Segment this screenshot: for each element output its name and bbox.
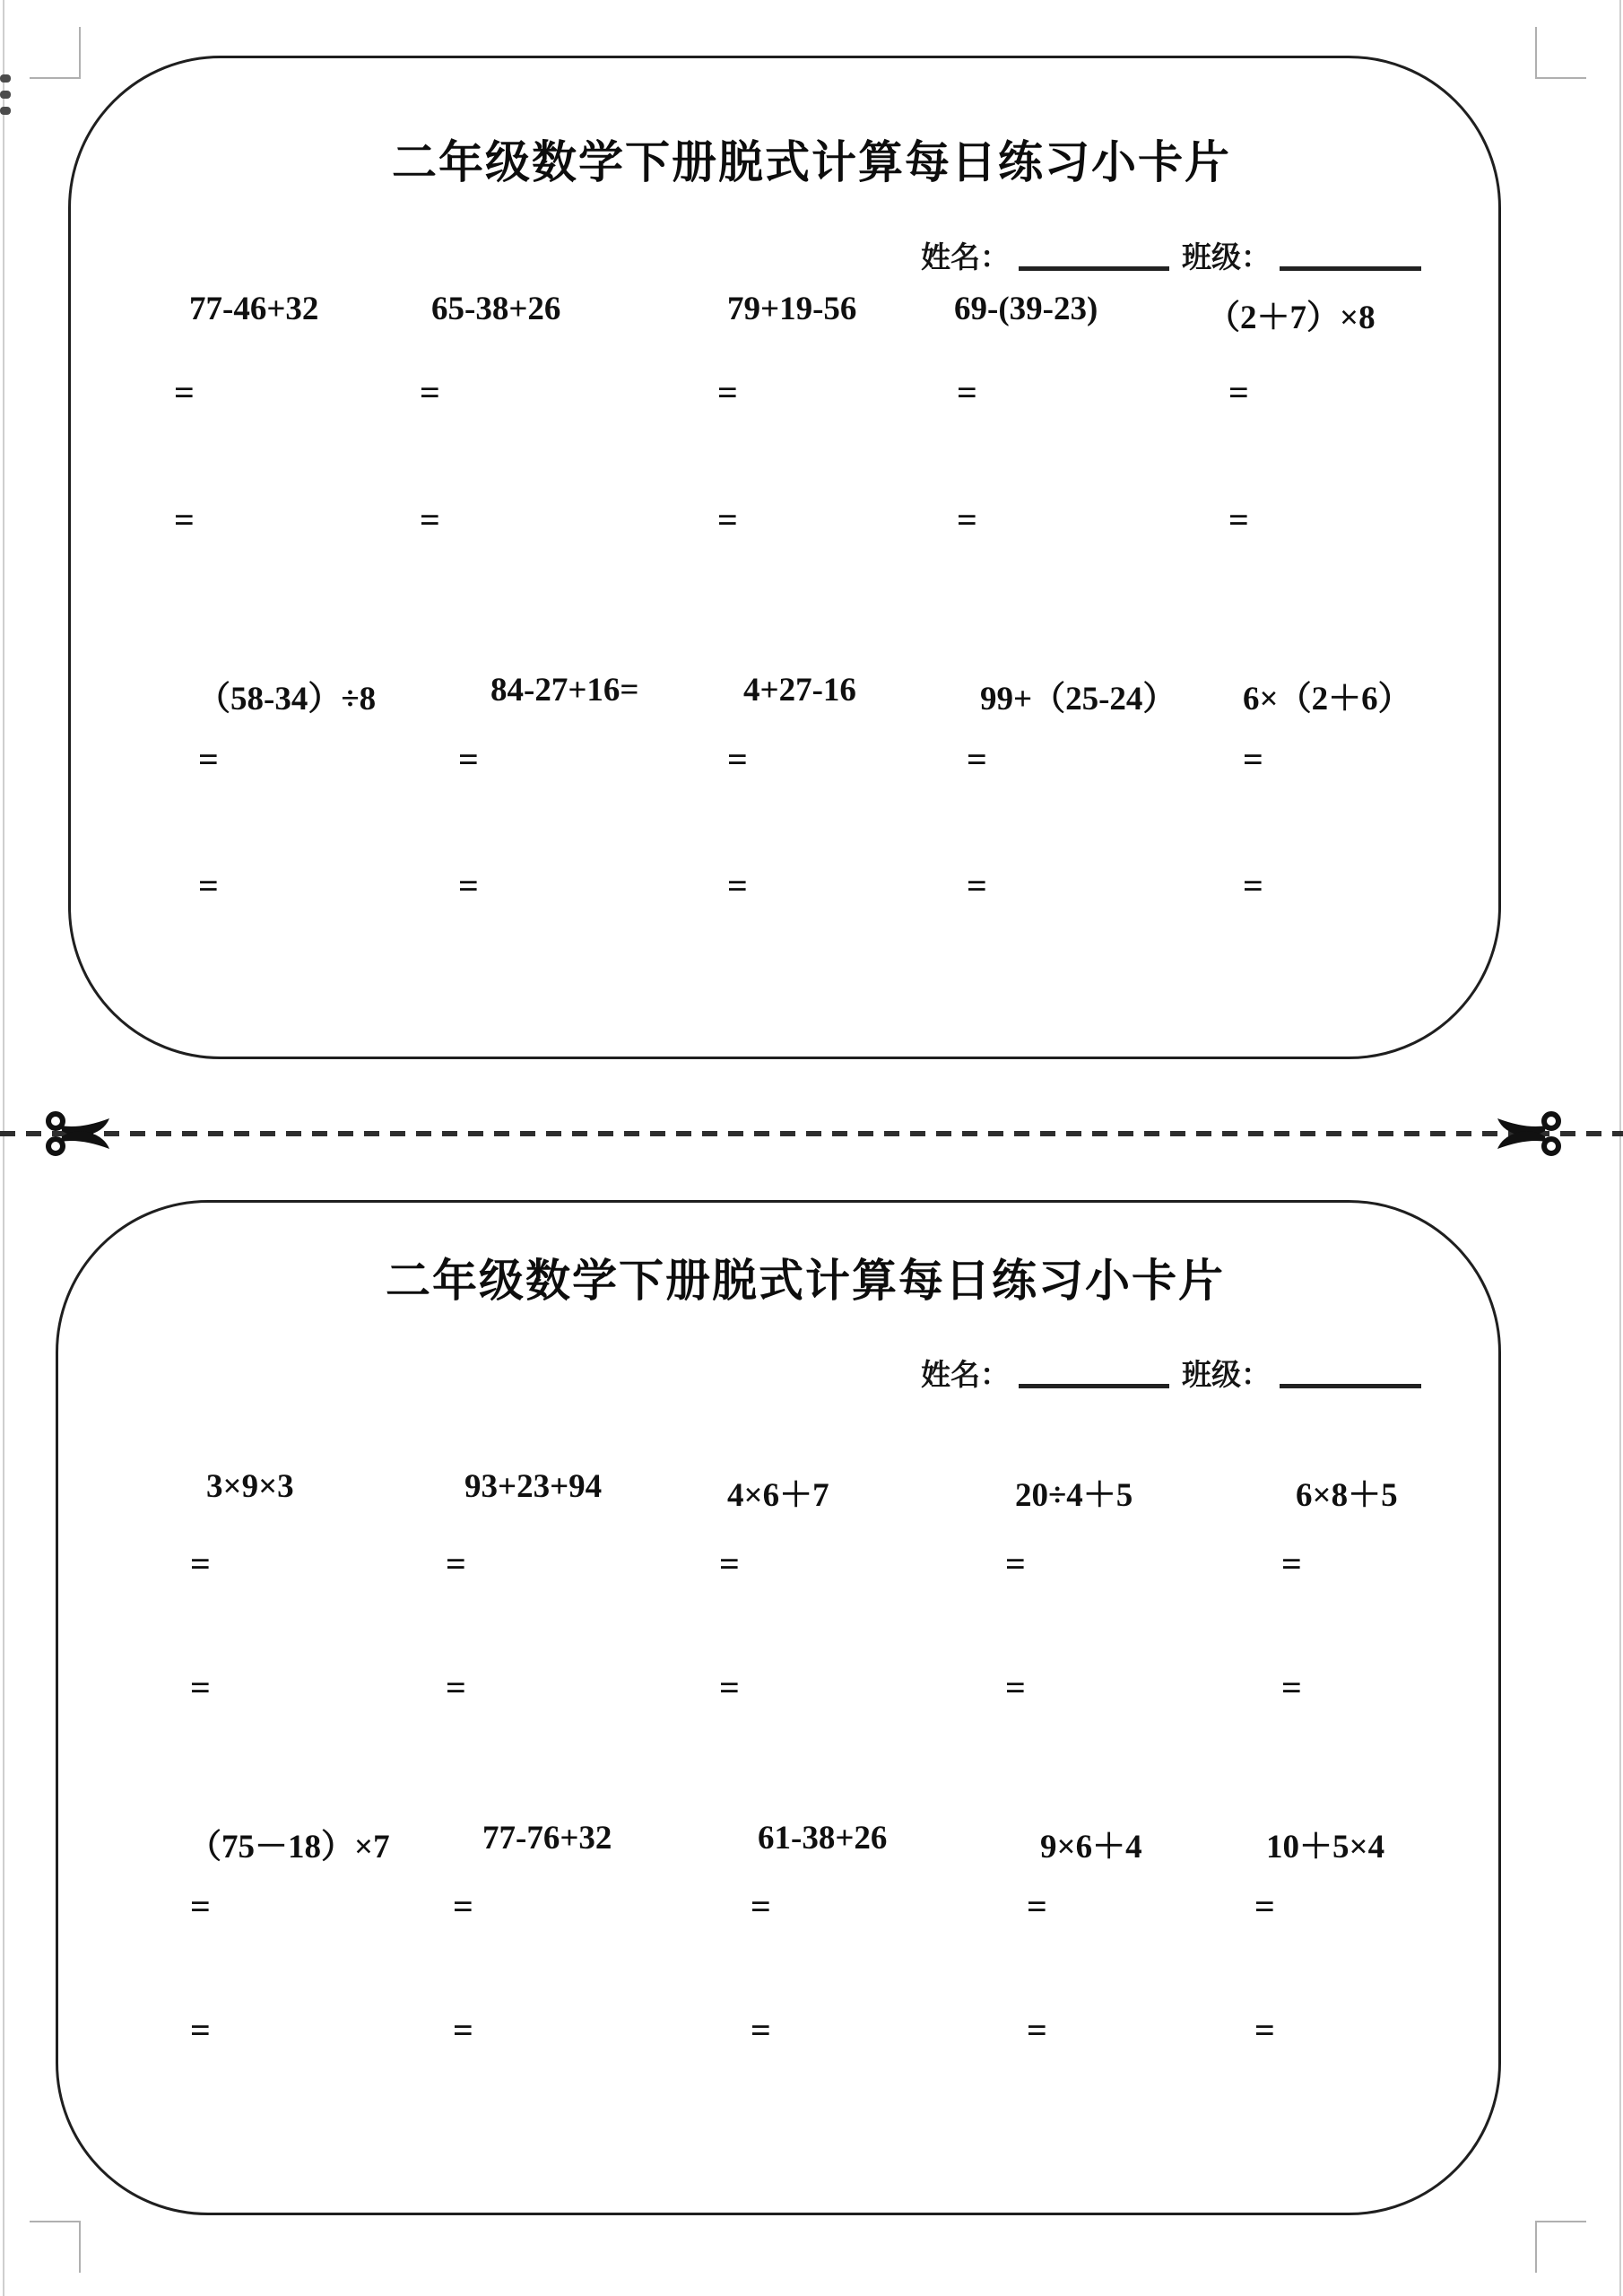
equals-sign: = [190, 1544, 211, 1584]
name-blank-line [1019, 238, 1169, 271]
equals-sign: = [957, 372, 977, 413]
equals-sign: = [420, 372, 440, 413]
equals-sign: = [967, 739, 987, 779]
equals-sign: = [453, 1886, 473, 1926]
equals-sign: = [458, 739, 479, 779]
problem-group [58, 1467, 1498, 1745]
equals-sign: = [717, 500, 738, 540]
name-blank-line [1019, 1355, 1169, 1388]
binding-dot [0, 74, 11, 83]
equals-sign: = [1228, 500, 1249, 540]
problem-expression: 93+23+94 [464, 1468, 603, 1505]
equals-sign: = [751, 2010, 771, 2050]
problem-expression: 4×6＋7 [727, 1477, 829, 1514]
equals-sign: = [190, 1667, 211, 1708]
equals-sign: = [1281, 1667, 1302, 1708]
name-class-row [921, 234, 1421, 276]
problem-group [71, 671, 1498, 949]
crop-mark-top-left [30, 27, 81, 79]
problem-expression: 84-27+16= [490, 672, 639, 709]
class-blank-line [1280, 238, 1421, 271]
problem-expression: 6×8＋5 [1296, 1477, 1398, 1514]
problem-expression: 9×6＋4 [1040, 1829, 1142, 1866]
equals-sign: = [719, 1544, 740, 1584]
equals-sign: = [727, 739, 748, 779]
equals-sign: = [453, 2010, 473, 2050]
equals-sign: = [727, 865, 748, 906]
equals-sign: = [1281, 1544, 1302, 1584]
problem-expression: 77-76+32 [482, 1820, 612, 1857]
equals-sign: = [967, 865, 987, 906]
problem-expression: 61-38+26 [758, 1820, 888, 1857]
class-label: 班级： [1182, 1358, 1271, 1391]
equals-sign: = [198, 739, 219, 779]
cut-line [0, 1131, 1623, 1136]
equals-sign: = [190, 1886, 211, 1926]
class-label: 班级： [1182, 240, 1271, 274]
problem-group [71, 290, 1498, 568]
equals-sign: = [1027, 2010, 1047, 2050]
card-title: 二年级数学下册脱式计算每日练习小卡片 [386, 1256, 1225, 1306]
equals-sign: = [1254, 2010, 1275, 2050]
problem-expression: 3×9×3 [206, 1468, 294, 1505]
equals-sign: = [420, 500, 440, 540]
problem-expression: 10＋5×4 [1266, 1829, 1385, 1866]
problem-expression: 69-(39-23) [954, 291, 1098, 327]
scissors-icon-left [45, 1110, 113, 1157]
equals-sign: = [751, 1886, 771, 1926]
problem-expression: 6×（2＋6） [1243, 681, 1411, 718]
practice-card-2 [56, 1200, 1501, 2215]
practice-card-1 [68, 56, 1501, 1059]
equals-sign: = [198, 865, 219, 906]
equals-sign: = [446, 1544, 466, 1584]
card-title: 二年级数学下册脱式计算每日练习小卡片 [392, 137, 1231, 187]
equals-sign: = [719, 1667, 740, 1708]
binding-dot [0, 107, 11, 115]
problem-expression: 79+19-56 [727, 291, 857, 327]
equals-sign: = [458, 865, 479, 906]
equals-sign: = [1005, 1667, 1026, 1708]
equals-sign: = [717, 372, 738, 413]
problem-expression: 65-38+26 [431, 291, 561, 327]
equals-sign: = [1027, 1886, 1047, 1926]
problem-expression: （58-34）÷8 [197, 681, 377, 718]
equals-sign: = [1228, 372, 1249, 413]
equals-sign: = [174, 372, 195, 413]
crop-mark-bottom-right [1535, 2221, 1586, 2273]
binding-dot [0, 91, 11, 99]
name-class-row [921, 1352, 1421, 1394]
equals-sign: = [190, 2010, 211, 2050]
page-edge-right [1619, 0, 1621, 2296]
equals-sign: = [446, 1667, 466, 1708]
problem-group [58, 1819, 1498, 2097]
class-blank-line [1280, 1355, 1421, 1388]
equals-sign: = [174, 500, 195, 540]
problem-expression: 20÷4＋5 [1015, 1477, 1133, 1514]
equals-sign: = [1243, 739, 1263, 779]
equals-sign: = [1005, 1544, 1026, 1584]
problem-expression: 4+27-16 [743, 672, 856, 709]
page-edge-left [3, 0, 4, 2296]
problem-expression: （75－18）×7 [188, 1829, 390, 1866]
equals-sign: = [957, 500, 977, 540]
crop-mark-bottom-left [30, 2221, 81, 2273]
crop-mark-top-right [1535, 27, 1586, 79]
name-label: 姓名： [921, 1358, 1010, 1391]
scissors-icon-right [1494, 1110, 1562, 1157]
equals-sign: = [1254, 1886, 1275, 1926]
problem-expression: 99+（25-24） [980, 681, 1176, 718]
problem-expression: （2＋7）×8 [1207, 300, 1376, 336]
name-label: 姓名： [921, 240, 1010, 274]
problem-expression: 77-46+32 [189, 291, 319, 327]
equals-sign: = [1243, 865, 1263, 906]
